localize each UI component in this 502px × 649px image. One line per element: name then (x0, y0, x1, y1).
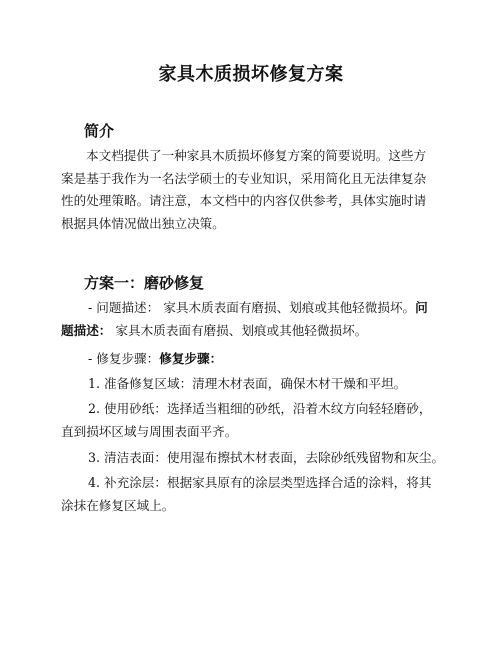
document-title: 家具木质损坏修复方案 (158, 64, 344, 85)
problem-line-2: 题描述： 家具木质表面有磨损、划痕或其他轻微损坏。 (61, 322, 368, 338)
intro-paragraph (61, 145, 456, 236)
intro-heading: 简介 (84, 122, 115, 140)
problem-description (61, 297, 461, 342)
intro-line-4: 根据具体情况做出独立决策。 (61, 216, 225, 232)
step-2: 2. 使用砂纸：选择适当粗细的砂纸，沿着木纹方向轻轻磨砂， 直到损坏区域与周围表面平齐。 (61, 401, 432, 439)
problem-line-1: - 问题描述： 家具木质表面有磨损、划痕或其他轻微损坏。问 (88, 300, 428, 315)
step-1: 1. 准备修复区域：清理木材表面，确保木材干燥和平坦。 (88, 376, 407, 391)
repair-steps-label: - 修复步骤：修复步骤： (88, 351, 223, 366)
intro-line-3: 性的处理策略。请注意，本文档中的内容仅供参考，具体实施时请 (61, 193, 427, 209)
intro-line-2: 案是基于我作为一名法学硕士的专业知识，采用简化且无法律复杂 (61, 170, 427, 186)
intro-line-1: 本文档提供了一种家具木质损坏修复方案的简要说明。这些方 (86, 148, 427, 163)
step-3: 3. 清洁表面：使用湿布擦拭木材表面，去除砂纸残留物和灰尘。 (88, 450, 445, 465)
plan1-heading: 方案一：磨砂修复 (84, 274, 205, 292)
step-4: 4. 补充涂层：根据家具原有的涂层类型选择合适的涂料，将其 涂抹在修复区域上。 (61, 475, 432, 513)
